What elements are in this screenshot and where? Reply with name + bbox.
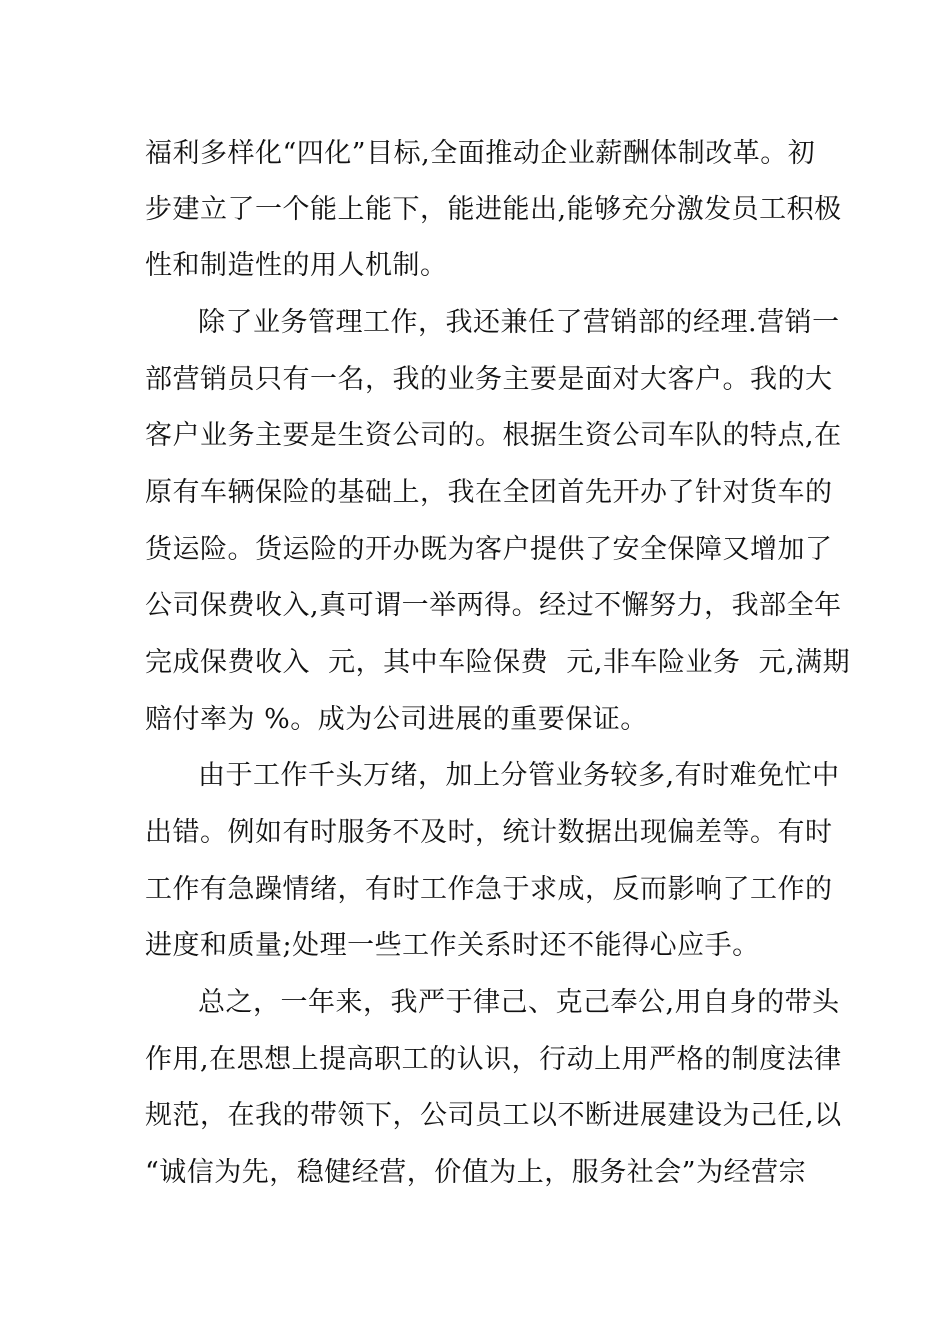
paragraph-2-line-5: 货运险。货运险的开办既为客户提供了安全保障又增加了 [145,534,833,565]
paragraph-4-line-3: 规范，在我的带领下，公司员工以不断进展建设为己任,以 [145,1100,842,1131]
paragraph-3-line-1: 由于工作千头万绪，加上分管业务较多,有时难免忙中 [198,760,840,791]
paragraph-2-line-4: 原有车辆保险的基础上，我在全团首先开办了针对货车的 [145,477,833,508]
paragraph-3-line-3: 工作有急躁情绪，有时工作急于求成，反而影响了工作的 [145,874,833,905]
paragraph-2-line-2: 部营销员只有一名，我的业务主要是面对大客户。我的大 [145,364,833,395]
paragraph-3-line-2: 出错。例如有时服务不及时，统计数据出现偏差等。有时 [145,817,833,848]
paragraph-4-line-1: 总之，一年来，我严于律己、克己奉公,用自身的带头 [198,987,840,1018]
paragraph-3-line-4: 进度和质量;处理一些工作关系时还不能得心应手。 [145,930,760,961]
paragraph-2-line-1: 除了业务管理工作，我还兼任了营销部的经理.营销一 [198,307,840,338]
paragraph-4-line-2: 作用,在思想上提高职工的认识，行动上用严格的制度法律 [145,1044,842,1075]
paragraph-1-line-2: 步建立了一个能上能下，能进能出,能够充分激发员工积极 [145,194,842,225]
paragraph-1-line-1: 福利多样化“四化”目标,全面推动企业薪酬体制改革。初 [145,138,816,169]
paragraph-2-line-3: 客户业务主要是生资公司的。根据生资公司车队的特点,在 [145,420,842,451]
paragraph-1-line-3: 性和制造性的用人机制。 [145,250,448,281]
paragraph-2-line-6: 公司保费收入,真可谓一举两得。经过不懈努力，我部全年 [145,590,842,621]
paragraph-4-line-4: “诚信为先，稳健经营，价值为上，服务社会”为经营宗 [145,1157,807,1188]
paragraph-2-line-8: 赔付率为 %。成为公司进展的重要保证。 [145,704,648,735]
paragraph-2-line-7: 完成保费收入 元，其中车险保费 元,非车险业务 元,满期 [145,647,851,678]
